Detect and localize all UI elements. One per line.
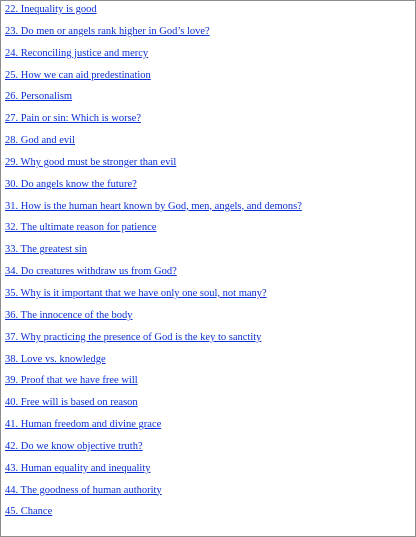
toc-item (5, 351, 415, 373)
toc-link-42[interactable]: 42. Do we know objective truth? (5, 440, 143, 452)
toc-link-23[interactable]: 23. Do men or angels rank higher in God’s love? (5, 25, 210, 37)
toc-item (5, 45, 415, 67)
toc-item (5, 241, 415, 263)
toc-item (5, 329, 415, 351)
toc-link-40[interactable]: 40. Free will is based on reason (5, 397, 138, 409)
toc-link-27[interactable]: 27. Pain or sin: Which is worse? (5, 113, 141, 125)
toc-item (5, 438, 415, 460)
toc-link-31[interactable]: 31. How is the human heart known by God, men, angels, and demons? (5, 200, 302, 212)
toc-link-37[interactable]: 37. Why practicing the presence of God is the key to sanctity (5, 331, 262, 343)
toc-item (5, 110, 415, 132)
toc-link-24[interactable]: 24. Reconciling justice and mercy (5, 47, 149, 59)
toc-link-32[interactable]: 32. The ultimate reason for patience (5, 222, 157, 234)
toc-item (5, 23, 415, 45)
toc-link-33[interactable]: 33. The greatest sin (5, 244, 88, 256)
toc-item (5, 394, 415, 416)
toc-link-30[interactable]: 30. Do angels know the future? (5, 178, 137, 190)
toc-item (5, 503, 415, 525)
toc-link-22[interactable]: 22. Inequality is good (5, 4, 97, 15)
toc-link-45[interactable]: 45. Chance (5, 506, 53, 518)
toc-item (5, 176, 415, 198)
toc-item (5, 460, 415, 482)
toc-link-28[interactable]: 28. God and evil (5, 135, 75, 147)
toc-link-41[interactable]: 41. Human freedom and divine grace (5, 419, 162, 431)
toc-item (5, 263, 415, 285)
toc-link-26[interactable]: 26. Personalism (5, 91, 73, 103)
toc-link-29[interactable]: 29. Why good must be stronger than evil (5, 156, 177, 168)
toc-item (5, 132, 415, 154)
toc-item (5, 154, 415, 176)
toc-item (5, 88, 415, 110)
toc-link-38[interactable]: 38. Love vs. knowledge (5, 353, 106, 365)
toc-item (5, 67, 415, 89)
toc-link-35[interactable]: 35. Why is it important that we have only one soul, not many? (5, 287, 267, 299)
toc-item (5, 416, 415, 438)
toc-link-44[interactable]: 44. The goodness of human authority (5, 484, 162, 496)
table-of-contents (5, 1, 415, 525)
toc-item (5, 372, 415, 394)
toc-item (5, 219, 415, 241)
toc-link-25[interactable]: 25. How we can aid predestination (5, 69, 151, 81)
toc-item (5, 285, 415, 307)
toc-link-36[interactable]: 36. The innocence of the body (5, 309, 133, 321)
toc-link-39[interactable]: 39. Proof that we have free will (5, 375, 138, 387)
toc-item (5, 198, 415, 220)
toc-link-43[interactable]: 43. Human equality and inequality (5, 462, 151, 474)
toc-item (5, 1, 415, 23)
toc-link-34[interactable]: 34. Do creatures withdraw us from God? (5, 266, 177, 278)
toc-item (5, 307, 415, 329)
toc-item (5, 482, 415, 504)
